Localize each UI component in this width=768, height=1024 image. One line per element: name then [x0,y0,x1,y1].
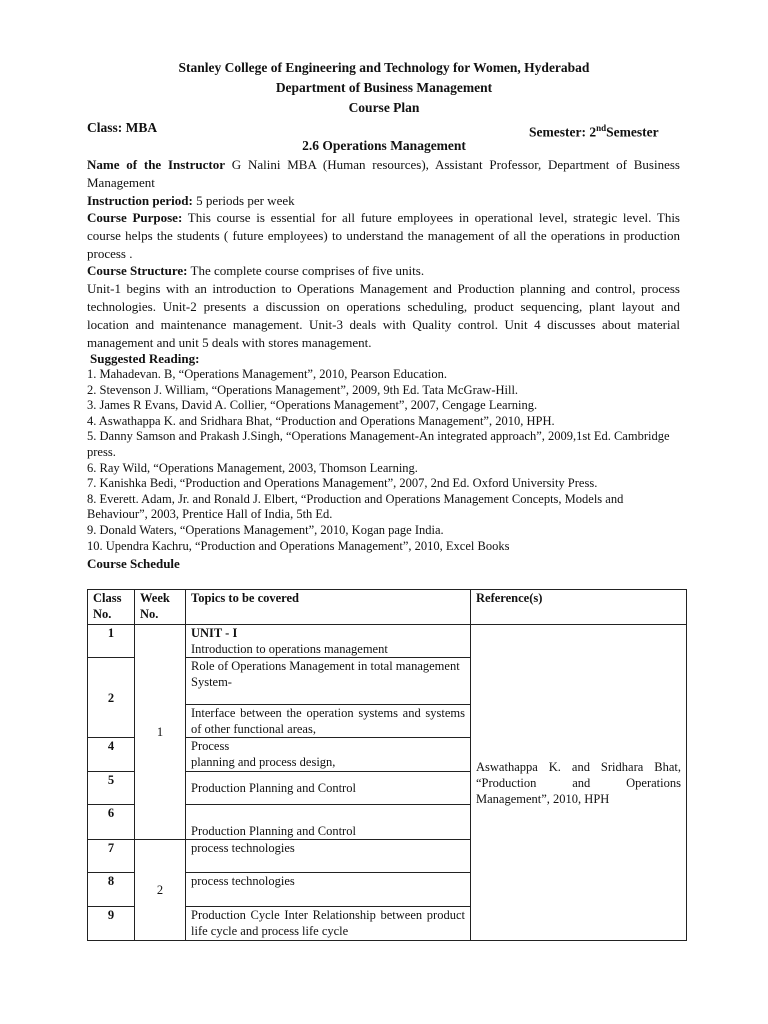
course-purpose-para [87,209,680,263]
topic-cell: Process planning and process design, [186,738,471,772]
header-week-no: Week No. [135,590,186,625]
topic-cell: Interface between the operation systems and systems of other functional areas, [186,705,471,738]
header-references: Reference(s) [471,590,687,625]
class-no-cell: 1 [88,625,135,658]
instruction-period-label: Instruction period: [87,193,193,208]
college-name: Stanley College of Engineering and Technology for Women, Hyderabad [178,60,590,75]
instructor-para [87,156,680,192]
week-cell: 1 [135,625,186,840]
topic-cell: UNIT - I Introduction to operations management [186,625,471,658]
class-no-cell: 8 [88,873,135,907]
table-header-row [88,590,687,625]
week-cell: 2 [135,840,186,941]
department-name: Department of Business Management [275,80,493,95]
course-purpose-value: This course is essential for all future employees in operational level, strategic level. This course helps the students ( future employees) to understand the management of all the operations in production process . [87,210,680,261]
header-topics: Topics to be covered [186,590,471,625]
reading-item: 6. Ray Wild, “Operations Management, 2003, Thomson Learning. [87,460,418,475]
topic-cell: process technologies [186,840,471,873]
semester-suffix: Semester [606,124,659,140]
instruction-period [87,192,680,210]
reading-item: 10. Upendra Kachru, “Production and Operations Management”, 2010, Excel Books [87,538,510,553]
doc-title: Course Plan [348,100,420,115]
header-class-no: Class No. [88,590,135,625]
course-structure-value: The complete course comprises of five units. [187,263,425,278]
class-no-cell: 4 [88,738,135,772]
reference-cell: Aswathappa K. and Sridhara Bhat, “Production and Operations Management”, 2010, HPH [471,625,687,941]
class-no-cell: 9 [88,907,135,941]
instructor-value: G Nalini MBA (Human resources), Assistant Professor, Department of Business Management [87,157,680,190]
course-structure-details: Unit-1 begins with an introduction to Operations Management and Production planning and control, process technologies. Unit-2 presents a discussion on operations scheduling, product sequencing, plant layout and location and maintenance management. Unit-3 deals with Quality control. Unit 4 discusses about material management and unit 5 deals with stores management. [87,281,680,350]
course-schedule-heading: Course Schedule [87,556,180,571]
topic-cell: Production Cycle Inter Relationship between product life cycle and process life cycle [186,907,471,941]
reading-item: 7. Kanishka Bedi, “Production and Operations Management”, 2007, 2nd Ed. Oxford University Press. [87,476,598,491]
instructor-label: Name of the Instructor [87,157,226,172]
class-no-cell: 5 [88,772,135,805]
course-schedule-table [87,589,687,941]
class-no-cell: 2 [88,658,135,738]
course-title: 2.6 Operations Management [302,138,466,153]
reading-item: 1. Mahadevan. B, “Operations Management”, 2010, Pearson Education. [87,367,447,381]
reading-item: 5. Danny Samson and Prakash J.Singh, “Operations Management-An integrated approach”, 2009,1st Ed. Cambridge press. [87,429,670,459]
reading-item: 3. James R Evans, David A. Collier, “Operations Management”, 2007, Cengage Learning. [87,398,538,413]
class-no-cell: 6 [88,805,135,840]
reading-item: 2. Stevenson J. William, “Operations Management”, 2009, 9th Ed. Tata McGraw-Hill. [87,382,519,397]
suggested-reading-heading: Suggested Reading: [90,351,200,366]
instruction-period-value: 5 periods per week [192,193,295,208]
topic-cell: Production Planning and Control [186,805,471,840]
topic-cell: Role of Operations Management in total management System- [186,658,471,705]
reading-item: 8. Everett. Adam, Jr. and Ronald J. Elbert, “Production and Operations Management Concepts, Models and Behaviour”, 2003, Prentice Hall of India, 5th Ed. [87,491,624,522]
course-purpose-label: Course Purpose: [87,210,183,225]
reading-item: 9. Donald Waters, “Operations Management”, 2010, Kogan page India. [87,522,444,537]
suggested-reading-list [87,367,687,554]
reading-item: 4. Aswathappa K. and Sridhara Bhat, “Production and Operations Management”, 2010, HPH. [87,413,555,428]
semester-prefix: Semester: 2 [529,124,597,140]
table-row [88,625,687,658]
topic-cell: Production Planning and Control [186,772,471,805]
course-structure-para [87,262,680,280]
semester-sup: nd [596,123,607,133]
class-no-cell: 7 [88,840,135,873]
topic-cell: process technologies [186,873,471,907]
course-structure-label: Course Structure: [87,263,188,278]
class-label: Class: MBA [87,120,158,135]
